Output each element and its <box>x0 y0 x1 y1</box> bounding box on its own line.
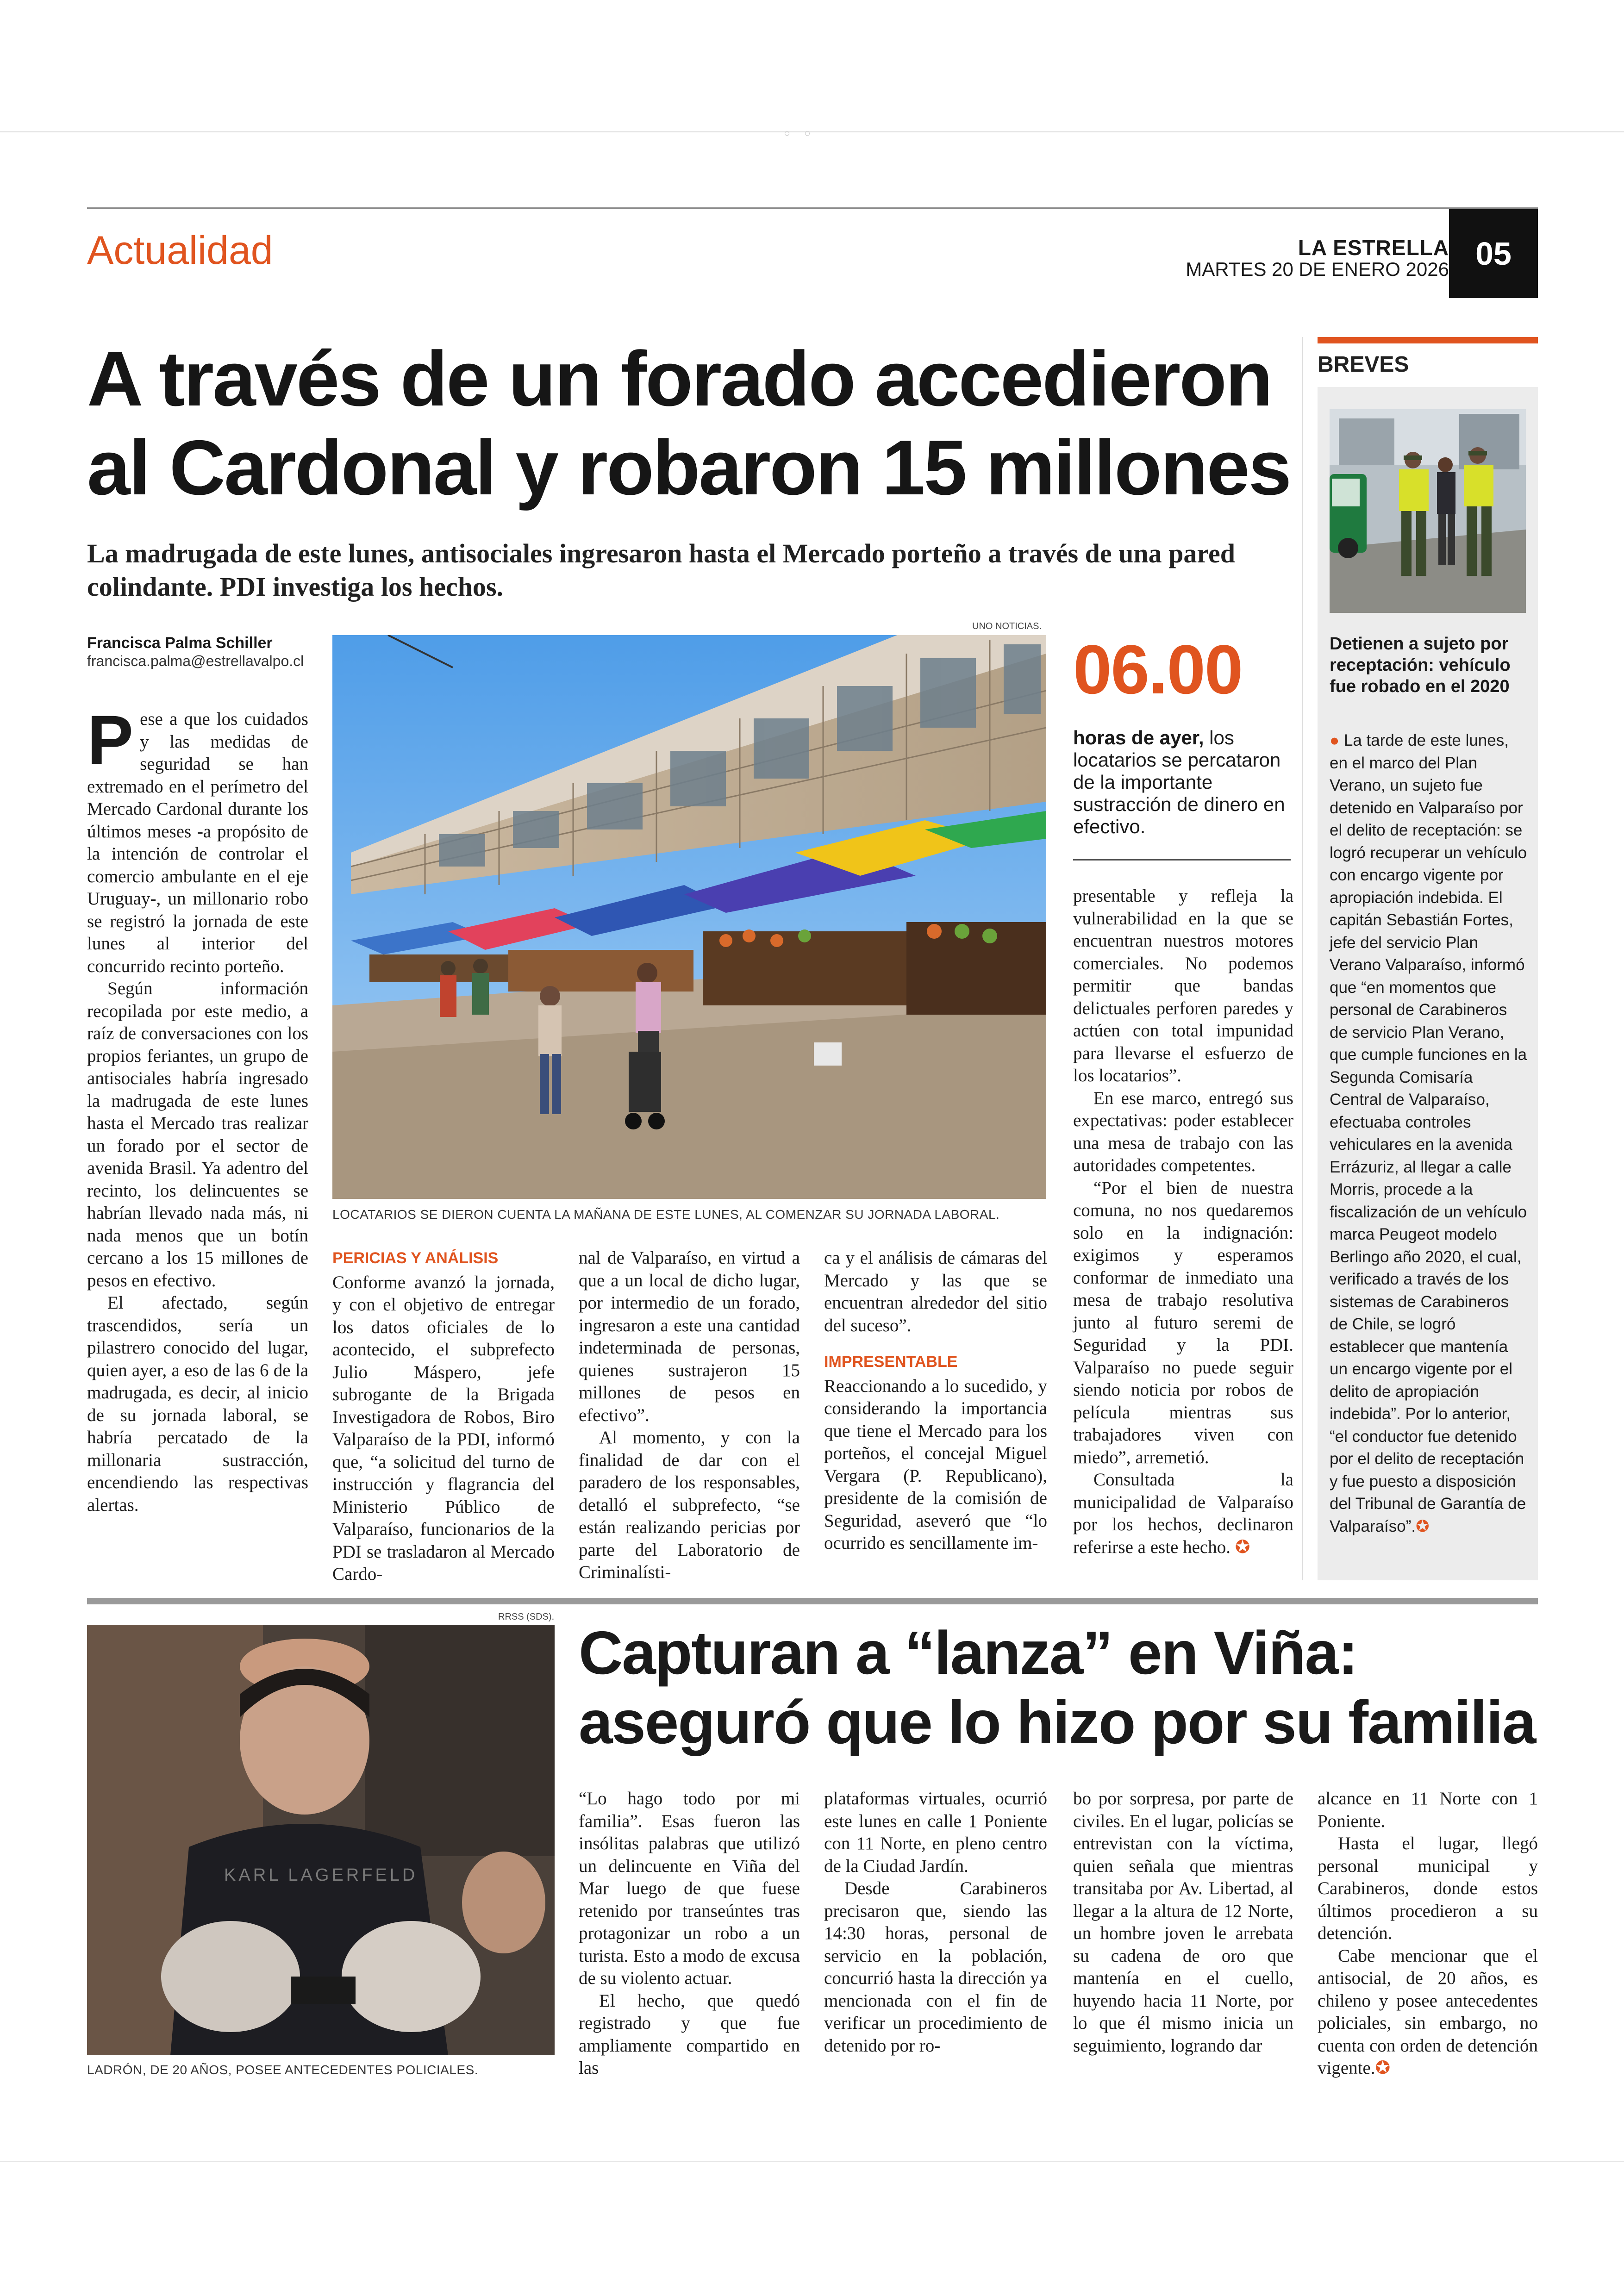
market-photo <box>332 635 1046 1199</box>
main-headline <box>87 334 1314 512</box>
highlight-rest: los locatarios se percataron de la importante sustracción de dinero en efectivo. <box>1073 727 1285 837</box>
main-column-5 <box>1073 885 1293 1559</box>
bullet-icon: ● <box>1330 731 1340 749</box>
col5-paragraph-1: presentable y refleja la vulnerabilidad en la que se encuentran nuestros motores comerciales. No podemos permitir que bandas delictuales perforen paredes y actúen con total impunidad para llevarse el esfuerzo de los locatarios”. <box>1073 886 1293 1085</box>
page-bottom-edge <box>0 2161 1624 2162</box>
highlight-bold: horas de ayer, <box>1073 727 1204 748</box>
s-col1-paragraph-2: El hecho, que quedó registrado y que fue ampliamente compartido en las <box>579 1990 800 2078</box>
page-number: 05 <box>1449 209 1538 298</box>
newspaper-name: LA ESTRELLA <box>1298 236 1449 260</box>
second-headline-line2: aseguró que lo hizo por su familia <box>579 1688 1536 1756</box>
shirt-print: KARL LAGERFELD <box>224 1865 418 1885</box>
main-photo-caption: LOCATARIOS SE DIERON CUENTA LA MAÑANA DE ESTE LUNES, AL COMENZAR SU JORNADA LABORAL. <box>332 1207 1000 1222</box>
suspect-photo <box>87 1625 555 2055</box>
breves-rule <box>1318 337 1538 343</box>
highlight-rule <box>1073 859 1291 861</box>
col5-paragraph-4 <box>1073 1469 1293 1559</box>
breves-photo <box>1330 409 1526 613</box>
dropcap: P <box>87 701 134 779</box>
section-title: Actualidad <box>87 228 273 273</box>
s-col3-paragraph-1: bo por sorpresa, por parte de civiles. En el lugar, policías se entrevistan con la víctima, quien señala que mientras transitaba por Av. Libertad, al llegar a la altura de 12 Norte, un hombre joven le arrebata su cadena de oro que mantenía en el cuello, huyendo hacia 11 Norte, por lo que él mismo inicia un seguimiento, logrando dar <box>1073 1789 1293 2056</box>
second-column-3 <box>1073 1788 1293 2057</box>
second-column-1 <box>579 1788 800 2080</box>
end-mark-icon: ✪ <box>1235 1537 1250 1557</box>
main-column-2 <box>332 1247 555 1586</box>
col3-paragraph-1: nal de Valparaíso, en virtud a que a un local de dicho lugar, por intermedio de un forado, ingresaron a este una cantidad indeterminada de personas, quienes sustrajeron 15 millones de pesos en efectivo”. <box>579 1248 800 1425</box>
second-photo-caption: LADRÓN, DE 20 AÑOS, POSEE ANTECEDENTES POLICIALES. <box>87 2063 479 2077</box>
col4-paragraph-1: ca y el análisis de cámaras del Mercado y las que se encuentran alrededor del sitio del suceso”. <box>824 1248 1047 1335</box>
highlight-text <box>1073 727 1291 838</box>
breves-body <box>1330 730 1529 1538</box>
s-col1-paragraph-1: “Lo hago todo por mi familia”. Esas fueron las insólitas palabras que utilizó un delincuente en Viña del Mar luego de que fuese retenido por transeúntes tras protagonizar un robo a un turista. Esto a modo de excusa de su violento actuar. <box>579 1789 800 1988</box>
s-col4-paragraph-1: alcance en 11 Norte con 1 Poniente. <box>1318 1789 1538 1831</box>
main-lead: La madrugada de este lunes, antisociales ingresaron hasta el Mercado porteño a través de una pared colindante. PDI investiga los hechos. <box>87 538 1236 602</box>
s-col4-paragraph-2: Hasta el lugar, llegó personal municipal y Carabineros, donde estos últimos procedieron a su detención. <box>1318 1834 1538 1943</box>
s-col2-paragraph-2: Desde Carabineros precisaron que, siendo las 14:30 horas, personal de servicio en la población, concurrió hasta la dirección ya mencionada con el fin de verificar un procedimiento de detenido por ro- <box>824 1878 1047 2056</box>
header-rule <box>87 207 1538 209</box>
s-col4-paragraph-3-text: Cabe mencionar que el antisocial, de 20 años, es chileno y posee antecedentes policiales, sin embargo, no cuenta con orden de detención vigente. <box>1318 1946 1538 2078</box>
end-mark-icon: ✪ <box>1375 2058 1391 2078</box>
page-indicator-dots: ◦◦ <box>782 125 824 143</box>
second-column-2 <box>824 1788 1047 2057</box>
col4-paragraph-2: Reaccionando a lo sucedido, y considerando la importancia que tiene el Mercado para los porteños, el concejal Miguel Vergara (P. Republicano), presidente de la comisión de Seguridad, aseveró que “lo ocurrido es sencillamente im- <box>824 1376 1047 1553</box>
col5-paragraph-4-text: Consultada la municipalidad de Valparaíso por los hechos, declinaron referirse a este hecho. <box>1073 1470 1293 1557</box>
s-col4-paragraph-3 <box>1318 1945 1538 2080</box>
col1-paragraph-2: Según información recopilada por este medio, a raíz de conversaciones con los propios feriantes, un grupo de antisociales habría ingresado la madrugada de este lunes hasta el Mercado tras realizar un forado por el sector de avenida Brasil. Ya adentro del recinto, los delincuentes se habrían llevado nada más, ni nada menos que un botín cercano a los 15 millones de pesos en efectivo. <box>87 979 308 1291</box>
main-column-1 <box>87 701 308 1516</box>
second-column-4 <box>1318 1788 1538 2080</box>
breves-body-text: La tarde de este lunes, en el marco del Plan Verano, un sujeto fue detenido en Valparaíso por el delito de receptación: se logró recuperar un vehículo con encargo vigente por apropiación indebida. El capitán Sebastián Fortes, jefe del servicio Plan Verano Valparaíso, informó que “en momentos que personal de Carabineros de servicio Plan Verano, que cumple funciones en la Segunda Comisaría Central de Valparaíso, efectuaba controles vehiculares en la avenida Errázuriz, al llegar a calle Morris, procede a la fiscalización de un vehículo marca Peugeot modelo Berlingo año 2020, el cual, verificado a través de los sistemas de Carabineros de Chile, se logró establecer que mantenía un encargo vigente por el delito de apropiación indebida”. Por lo anterior, “el conductor fue detenido por el delito de receptación y fue puesto a disposición del Tribunal de Garantía de Valparaíso”. <box>1330 731 1527 1535</box>
main-column-4 <box>824 1247 1047 1555</box>
breves-title: Detienen a sujeto por receptación: vehículo fue robado en el 2020 <box>1330 634 1511 696</box>
main-column-3 <box>579 1247 800 1584</box>
main-headline-line1: A través de un forado accedieron <box>87 335 1272 422</box>
col5-paragraph-2: En ese marco, entregó sus expectativas: poder establecer una mesa de trabajo con las autoridades competentes. <box>1073 1088 1293 1175</box>
col1-paragraph-1: ese a que los cuidados y las medidas de seguridad se han extremado en el perímetro del Mercado Cardonal durante los últimos meses -a propósito de la intención de controlar el comercio ambulante en el eje Uruguay-, un millonario robo se registró la jornada de este lunes al interior del concurrido recinto porteño. <box>87 709 308 976</box>
subhead-pericias: PERICIAS Y ANÁLISIS <box>332 1249 499 1267</box>
second-headline-line1: Capturan a “lanza” en Viña: <box>579 1619 1357 1687</box>
col3-paragraph-2: Al momento, y con la finalidad de dar con el paradero de los responsables, detalló el subprefecto, “se están realizando pericias por parte del Laboratorio de Criminalísti- <box>579 1428 800 1582</box>
story-divider <box>87 1598 1538 1604</box>
column-separator <box>1302 337 1303 1580</box>
main-photo-credit: UNO NOTICIAS. <box>972 621 1042 631</box>
subhead-impresentable: IMPRESENTABLE <box>824 1353 958 1371</box>
author-email: francisca.palma@estrellavalpo.cl <box>87 653 304 669</box>
s-col2-paragraph-1: plataformas virtuales, ocurrió este lunes en calle 1 Poniente con 11 Norte, en pleno centro de la Ciudad Jardín. <box>824 1789 1047 1876</box>
col2-paragraph-1: Conforme avanzó la jornada, y con el objetivo de entregar los datos oficiales de lo acontecido, el subprefecto Julio Máspero, jefe subrogante de la Brigada Investigadora de Robos, Biro Valparaíso de la PDI, informó que, “a solicitud del turno de instrucción y flagrancia del Ministerio Público de Valparaíso, funcionarios de la PDI se trasladaron al Mercado Cardo- <box>332 1272 555 1584</box>
main-headline-line2: al Cardonal y robaron 15 millones <box>87 424 1291 511</box>
issue-date: MARTES 20 DE ENERO 2026 <box>1186 258 1449 280</box>
author-name: Francisca Palma Schiller <box>87 634 273 652</box>
end-mark-icon: ✪ <box>1416 1517 1430 1535</box>
col1-paragraph-3: El afectado, según trascendidos, sería un pilastrero conocido del lugar, quien ayer, a eso de las 6 de la madrugada, es decir, al inicio de su jornada laboral, se habría percatado de la millonaria sustracción, encendiendo las respectivas alertas. <box>87 1293 308 1515</box>
second-headline <box>579 1618 1537 1757</box>
highlight-number: 06.00 <box>1073 630 1243 708</box>
second-photo-credit: RRSS (SDS). <box>498 1612 555 1622</box>
breves-label: BREVES <box>1318 352 1409 377</box>
col5-paragraph-3: “Por el bien de nuestra comuna, no nos quedaremos solo en la indignación: exigimos y esperamos conformar de inmediato una mesa de trabajo resolutiva junto al futuro seremi de Seguridad y la PDI. Valparaíso no puede seguir siendo noticia por robos de película mientras sus trabajadores viven con miedo”, arremetió. <box>1073 1178 1293 1467</box>
